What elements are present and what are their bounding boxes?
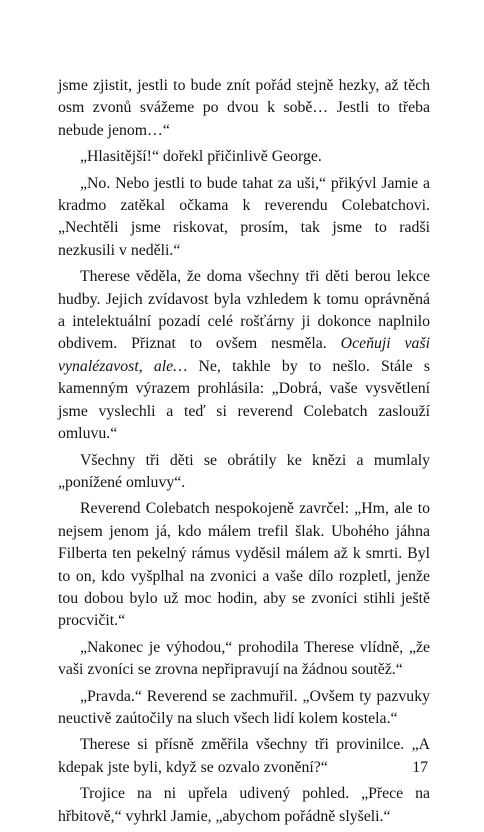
paragraph-4 [58, 266, 430, 445]
paragraph-8: „Pravda.“ Reverend se zachmuřil. „Ovšem ty pazvuky neuctivě zaútočily na sluch všech lidí kolem kostela.“ [58, 687, 430, 727]
paragraph-1: jsme zjistit, jestli to bude znít pořád stejně hezky, až těch osm zvonů svážeme po dvou k sobě… Jestli to třeba nebude jenom…“ [58, 77, 430, 139]
paragraph-9: Therese si přísně změřila všechny tři provinilce. „A kdepak jste byli, když se ozvalo zvonění?“ [58, 736, 430, 776]
paragraph-4-text-before: Therese věděla, že doma všechny tři děti berou lekce hudby. Jejich zvídavost byla vzhledem k tomu oprávněná a intelektuální pozadí celé rošťárny ji dokonce naplnilo obdivem. Přiznat to ovšem nesměla. [58, 268, 430, 353]
page-number: 17 [412, 759, 428, 776]
paragraph-4-text-after: Ne, takhle by to nešlo. Stále s kamenným výrazem prohlásila: „Dobrá, vaše vysvětlení jsme vyslechli a teď si reverend Colebatch zaslouží omluvu.“ [58, 357, 430, 443]
paragraph-7: „Nakonec je výhodou,“ prohodila Therese vlídně, „že vaši zvoníci se zrovna nepřipravují na žádnou soutěž.“ [58, 638, 430, 679]
book-page-text [58, 75, 430, 832]
paragraph-10: Trojice na ni upřela udivený pohled. „Přece na hřbitově,“ vyhrkl Jamie, „abychom pořádně slyšeli.“ [58, 785, 430, 825]
paragraph-2: „Hlasitější!“ dořekl přičinlivě George. [80, 148, 322, 166]
paragraph-4-italic-thought: Oceňuji vaši vynalézavost, ale… [58, 335, 430, 375]
paragraph-6: Reverend Colebatch nespokojeně zavrčel: „Hm, ale to nejsem jenom já, kdo málem trefil šlak. Ubohého jáhna Filberta ten pekelný rámus vyděsil málem až k smrti. Byl to on, kdo vyšplhal na zvonici a vaše dílo rozpletl, jenže tou dobou bylo už moc hodin, aby se zvoníci stihli ještě procvičit.“ [58, 500, 430, 630]
paragraph-5: Všechny tři děti se obrátily ke knězi a mumlaly „ponížené omluvy“. [58, 451, 430, 491]
paragraph-3: „No. Nebo jestli to bude tahat za uši,“ přikývl Jamie a kradmo zatěkal očkama k reverendu Colebatchovi. „Nechtěli jsme riskovat, prosím, tak jsme to radši nezkusili v neděli.“ [58, 174, 430, 259]
